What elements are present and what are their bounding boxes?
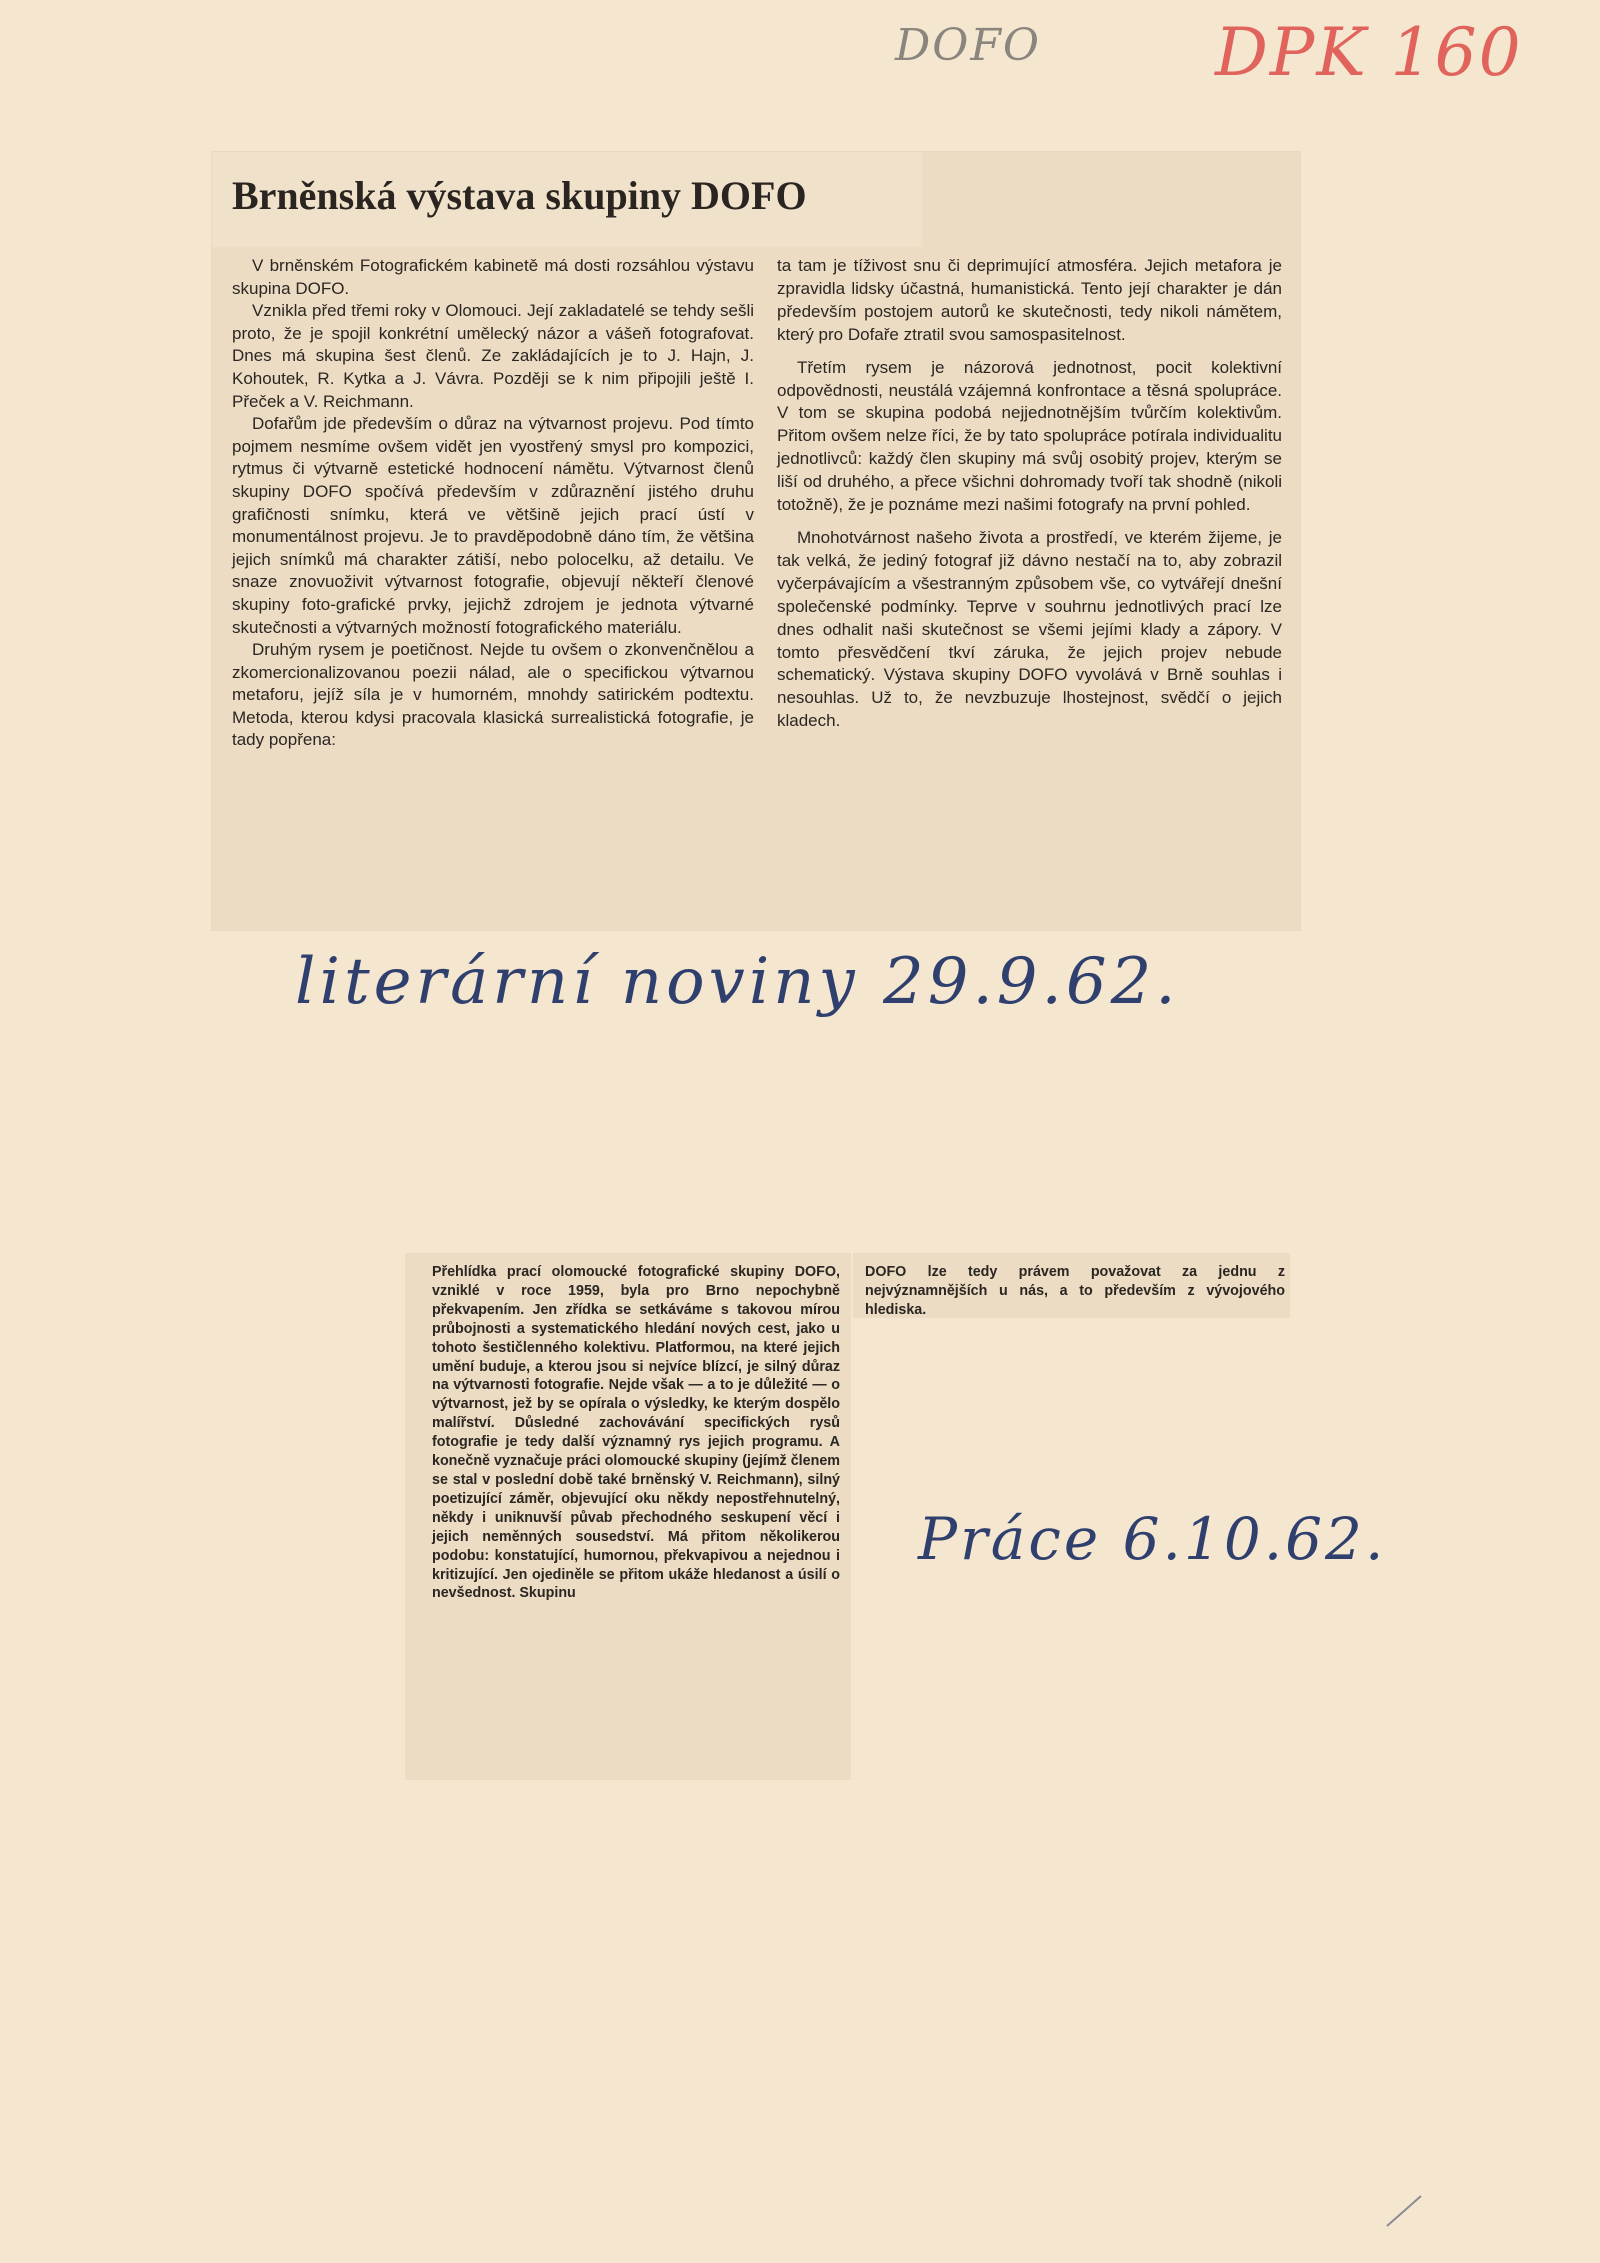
paragraph: Mnohotvárnost našeho života a prostředí, ve kterém žijeme, je tak velká, že jediný fotograf již dávno nestačí na to, aby zobrazil vyčerpávajícím a všestranným způsobem vše, co vytvářejí dnešní společenské podmínky. Teprve v souhrnu jednotlivých prací lze dnes odhalit naši skutečnost se všemi jejími klady a zápory. V tomto přesvědčení tkví záruka, že jejich projev nebude schematický. Výstava skupiny DOFO vyvolává v Brně souhlas i nesouhlas. Už to, že nevzbuzuje lhostejnost, svědčí o jejich kladech. <box>777 527 1282 731</box>
paragraph: Třetím rysem je názorová jednotnost, pocit kolektivní odpovědnosti, neustálá vzájemná konfrontace a těsná spolupráce. V tom se skupina podobá nejjednotnějším tvůrčím kolektivům. Přitom ovšem nelze říci, že by tato spolupráce potírala individualitu jednotlivců: každý člen skupiny má svůj osobitý projev, kterým se liší od druhého, a přece všichni dohromady tvoří tak shodně (nikoli totožně), že je poznáme mezi našimi fotografy na první pohled. <box>777 357 1282 515</box>
newspaper-clipping-literarni-noviny <box>212 152 1300 930</box>
paragraph: V brněnském Fotografickém kabinetě má dosti rozsáhlou výstavu skupina DOFO. <box>232 256 754 298</box>
article-column-left <box>432 1263 840 1603</box>
handwritten-archive-number: DPK 160 <box>1215 14 1523 91</box>
paragraph: Přehlídka prací olomoucké fotografické skupiny DOFO, vzniklé v roce 1959, byla pro Brno nepochybně překvapením. Jen zřídka se setkáváme s takovou mírou průbojnosti a systematického hledání nových cest, jako u tohoto šestičlenného kolektivu. Platformou, na které jejich umění buduje, a kterou jsou si nejvíce blízcí, je silný důraz na výtvarnosti fotografie. Nejde však — a to je důležité — o výtvarnost, jež by se opírala o výsledky, ke kterým dospělo malířství. Důsledné zachovávání specifických rysů fotografie je tedy další významný rys jejich programu. A konečně vyznačuje práci olomoucké skupiny (jejímž členem se stal v poslední době také brněnský V. Reichmann), silný poetizující záměr, objevující oku někdy nepostřehnutelný, někdy i uniknuvší půvab přechodného seskupení věcí i jejich neměnných sousedství. Má přitom několikerou podobu: konstatující, humornou, překvapivou a nejednou i kritizující. Jen ojediněle se přitom ukáže hledanost a úsilí o nevšednost. Skupinu <box>432 1264 840 1602</box>
paragraph: DOFO lze tedy právem považovat za jednu z nejvýznamnějších u nás, a to především z vývojového hlediska. <box>865 1264 1285 1318</box>
paragraph: Vznikla před třemi roky v Olomouci. Její zakladatelé se tehdy sešli proto, že je spojil konkrétní umělecký názor a vášeň fotografovat. Dnes má skupina šest členů. Ze zakládajících je to J. Hajn, J. Kohoutek, R. Kytka a J. Vávra. Později se k nim připojili ještě I. Přeček a V. Reichmann. <box>232 301 754 411</box>
handwritten-source-prace: Práce 6.10.62. <box>918 1505 1387 1573</box>
article-column-right <box>865 1263 1285 1320</box>
pencil-mark <box>1385 2190 1425 2230</box>
paragraph: ta tam je tíživost snu či deprimující atmosféra. Jejich metafora je zpravidla lidsky účastná, humanistická. Tento její charakter je dán především postojem autorů ke skutečnosti, tedy nikoli námětem, který pro Dofaře ztratil svou samospasitelnost. <box>777 256 1282 344</box>
article-headline: Brněnská výstava skupiny DOFO <box>232 173 807 218</box>
handwritten-source-literarni-noviny: literární noviny 29.9.62. <box>295 945 1180 1019</box>
paragraph: Dofařům jde především o důraz na výtvarnost projevu. Pod tímto pojmem nesmíme ovšem vidět jen vyostřený smysl pro kompozici, rytmus či výtvarně estetické hodnocení námětu. Výtvarnost členů skupiny DOFO spočívá především v zdůraznění jistého druhu grafičnosti snímku, která ve většině jejich prací ústí v monumentálnost projevu. Je to pravděpodobně dáno tím, že většina jejich snímků má charakter zátiší, nebo polocelku, až detailu. Ve snaze znovuoživit výtvarnost fotografie, objevují někteří členové skupiny foto-grafické prvky, jejichž zdrojem je jednota výtvarné skutečnosti a výtvarných možností fotografického materiálu. <box>232 414 754 637</box>
clipping-column-right <box>853 1253 1290 1318</box>
handwritten-note-dofo: DOFO <box>895 20 1041 71</box>
article-column-right <box>777 255 1282 733</box>
clipping-column-left <box>405 1253 851 1780</box>
article-column-left <box>232 255 754 752</box>
paragraph: Druhým rysem je poetičnost. Nejde tu ovšem o zkonvenčnělou a zkomercionalizovanou poezii nálad, ale o specifickou výtvarnou metaforu, jejíž síla je v humorném, mnohdy satirickém podtextu. Metoda, kterou kdysi pracovala klasická surrealistická fotografie, je tady popřena: <box>232 640 754 750</box>
